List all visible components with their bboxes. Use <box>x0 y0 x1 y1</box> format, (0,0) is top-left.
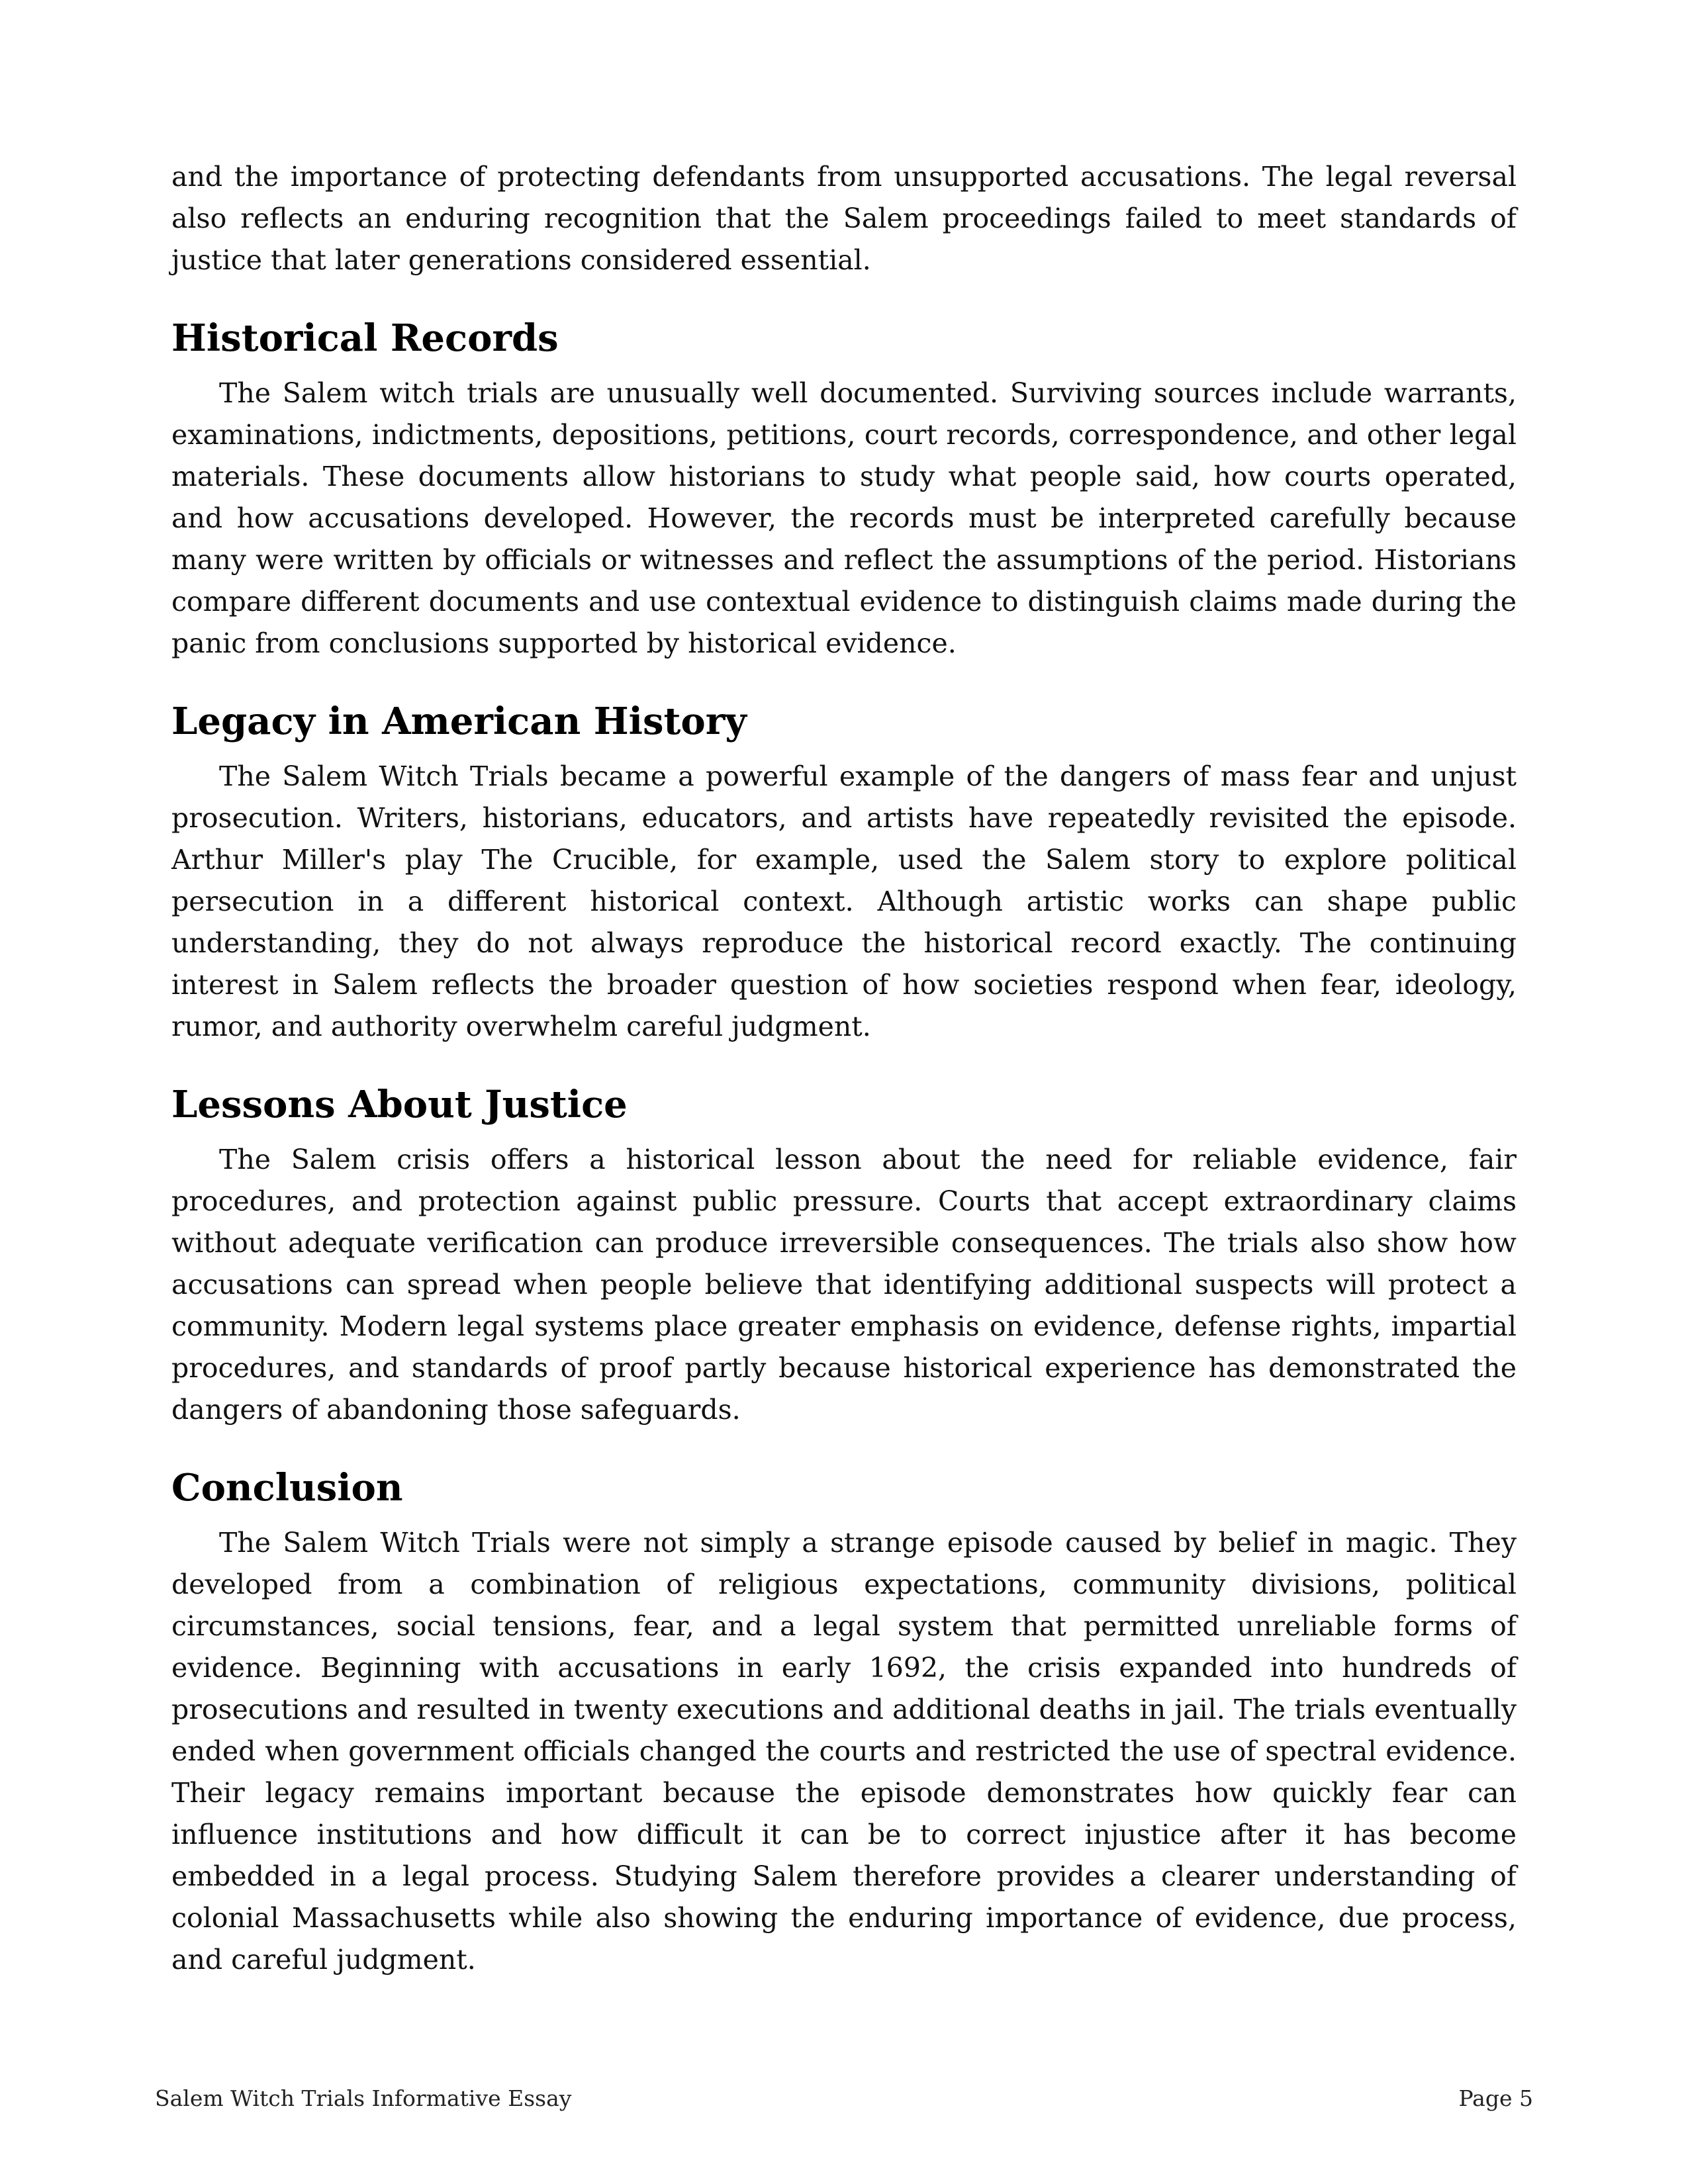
section-paragraph: The Salem Witch Trials were not simply a strange episode caused by belief in magic. They developed from a combination of religious expectations, community divisions, political circumstances, social tensions, fear, and a legal system that permitted unreliable forms of evidence. Beginning with accusations in early 1692, the crisis expanded into hundreds of prosecutions and resulted in twenty executions and additional deaths in jail. The trials eventually ended when government officials changed the courts and restricted the use of spectral evidence. Their legacy remains important because the episode demonstrates how quickly fear can influence institutions and how difficult it can be to correct injustice after it has become embedded in a legal process. Studying Salem therefore provides a clearer understanding of colonial Massachusetts while also showing the enduring importance of evidence, due process, and careful judgment. <box>171 1527 1517 1976</box>
section-heading: Legacy in American History <box>171 700 747 743</box>
section-heading: Historical Records <box>171 316 559 360</box>
section-paragraph: The Salem Witch Trials became a powerful example of the dangers of mass fear and unjust prosecution. Writers, historians, educators, and artists have repeatedly revisited the episode. Arthur Miller's play The Crucible, for example, used the Salem story to explore political persecution in a different historical context. Although artistic works can shape public understanding, they do not always reproduce the historical record exactly. The continuing interest in Salem reflects the broader question of how societies respond when fear, ideology, rumor, and authority overwhelm careful judgment. <box>171 760 1517 1042</box>
section-paragraph: The Salem crisis offers a historical lesson about the need for reliable evidence, fair procedures, and protection against public pressure. Courts that accept extraordinary claims without adequate verification can produce irreversible consequences. The trials also show how accusations can spread when people believe that identifying additional suspects will protect a community. Modern legal systems place greater emphasis on evidence, defense rights, impartial procedures, and standards of proof partly because historical experience has demonstrated the dangers of abandoning those safeguards. <box>171 1144 1517 1426</box>
footer-page-number: Page 5 <box>1458 2085 1533 2111</box>
section-paragraph: The Salem witch trials are unusually well documented. Surviving sources include warrants, examinations, indictments, depositions, petitions, court records, correspondence, and other legal materials. These documents allow historians to study what people said, how courts operated, and how accusations developed. However, the records must be interpreted carefully because many were written by officials or witnesses and reflect the assumptions of the period. Historians compare different documents and use contextual evidence to distinguish claims made during the panic from conclusions supported by historical evidence. <box>171 377 1517 659</box>
section-legacy-in-american-history <box>171 695 1517 1048</box>
section-heading: Lessons About Justice <box>171 1083 628 1126</box>
section-conclusion <box>171 1461 1517 1981</box>
document-body <box>171 156 1517 1981</box>
section-historical-records <box>171 312 1517 664</box>
footer-document-title: Salem Witch Trials Informative Essay <box>155 2085 572 2111</box>
section-lessons-about-justice <box>171 1078 1517 1431</box>
opening-paragraph: and the importance of protecting defendants from unsupported accusations. The legal reversal also reflects an enduring recognition that the Salem proceedings failed to meet standards of justice that later generations considered essential. <box>171 161 1517 276</box>
page-footer <box>155 2085 1533 2111</box>
section-heading: Conclusion <box>171 1466 403 1510</box>
